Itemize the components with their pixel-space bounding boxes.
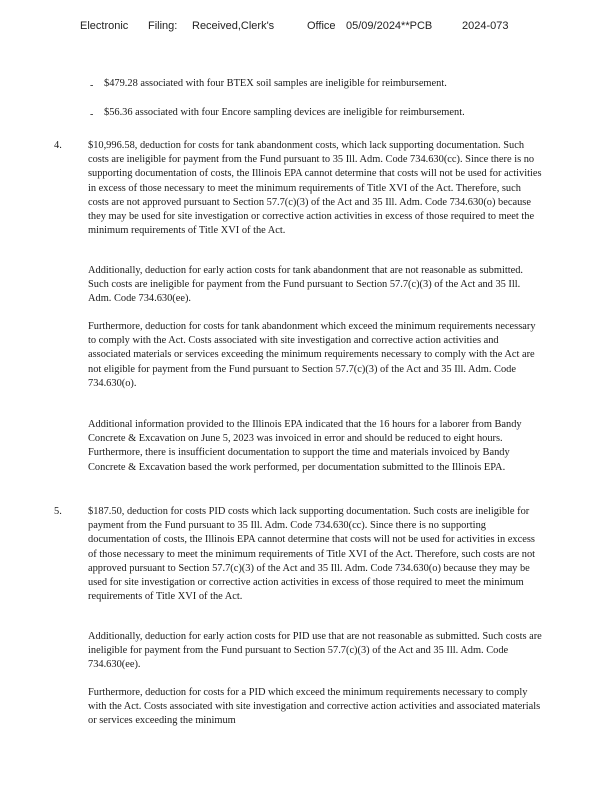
header-filing: Filing: [148,20,178,32]
bullet-marker: - [90,80,94,91]
item-paragraph: Furthermore, deduction for costs for tank abandonment which exceed the minimum requirements necessary to comply with the Act. Costs associated with site investigation and corrective action activities and associated materials or services exceeding the minimum requirements necessary to comply with the Act are not eligible for payment from the Fund pursuant to Section 57.7(c)(3) of the Act and 35 Ill. Adm. Code 734.630(o). [88,321,536,389]
item-paragraph: Additionally, deduction for early action costs for PID use that are not reasonable as submitted. Such costs are ineligible for payment from the Fund pursuant to Section 57.7(c)(3) of the Act and 35 Ill. Adm. Code 734.630(ee). [88,631,542,671]
item-paragraph: $10,996.58, deduction for costs for tank abandonment costs, which lack supporting documentation. Such costs are ineligible for payment from the Fund pursuant to 35 Ill. Adm. Code 734.630(cc). Since there is no supporting documentation of costs, the Illinois EPA cannot determine that costs will not be used for activities in excess of those necessary to meet the minimum requirements of Title XVI of the Act. Therefore, such costs are not approved pursuant to Section 57.7(c)(3) of the Act and 35 Ill. Adm. Code 734.630(o) because they may be used for site investigation or corrective action activities in excess of those required to meet the minimum requirements of Title XVI of the Act. [88,140,542,237]
item-paragraph: Additionally, deduction for early action costs for tank abandonment that are not reasonable as submitted. Such costs are ineligible for payment from the Fund pursuant to Section 57.7(c)(3) of the Act and 35 Ill. Adm. Code 734.630(ee). [88,265,524,305]
header-received: Received,Clerk's [192,20,275,32]
bullet-item: $479.28 associated with four BTEX soil samples are ineligible for reimbursement. [104,78,447,89]
header-electronic: Electronic [80,20,129,32]
header-case-number: 2024-073 [462,20,509,32]
bullet-marker: - [90,109,94,120]
item-paragraph: Additional information provided to the Illinois EPA indicated that the 16 hours for a laborer from Bandy Concrete & Excavation on June 5, 2023 was invoiced in error and should be reduced to eight hours. Furthermore, there is insufficient documentation to support the time and materials invoiced by Bandy Concrete & Excavation based the work performed, per documentation submitted to the Illinois EPA. [88,419,522,473]
item-number: 4. [54,140,62,151]
item-number: 5. [54,506,62,517]
header-office: Office [307,20,336,32]
header-date: 05/09/2024**PCB [346,20,433,32]
item-paragraph: $187.50, deduction for costs PID costs which lack supporting documentation. Such costs are ineligible for payment from the Fund pursuant to 35 Ill. Adm. Code 734.630(cc). Since there is no supporting documentation of costs, the Illinois EPA cannot determine that costs will not be used for activities in excess of those necessary to meet the minimum requirements of Title XVI of the Act. Therefore, such costs are not approved pursuant to Section 57.7(c)(3) of the Act and 35 Ill. Adm. Code 734.630(o) because they may be used for site investigation or corrective action activities in excess of those required to meet the minimum requirements of Title XVI of the Act. [88,506,536,603]
bullet-item: $56.36 associated with four Encore sampling devices are ineligible for reimbursement. [104,107,465,118]
item-paragraph: Furthermore, deduction for costs for a PID which exceed the minimum requirements necessary to comply with the Act. Costs associated with site investigation and corrective action activities and associated materials or services exceeding the minimum [88,687,541,727]
